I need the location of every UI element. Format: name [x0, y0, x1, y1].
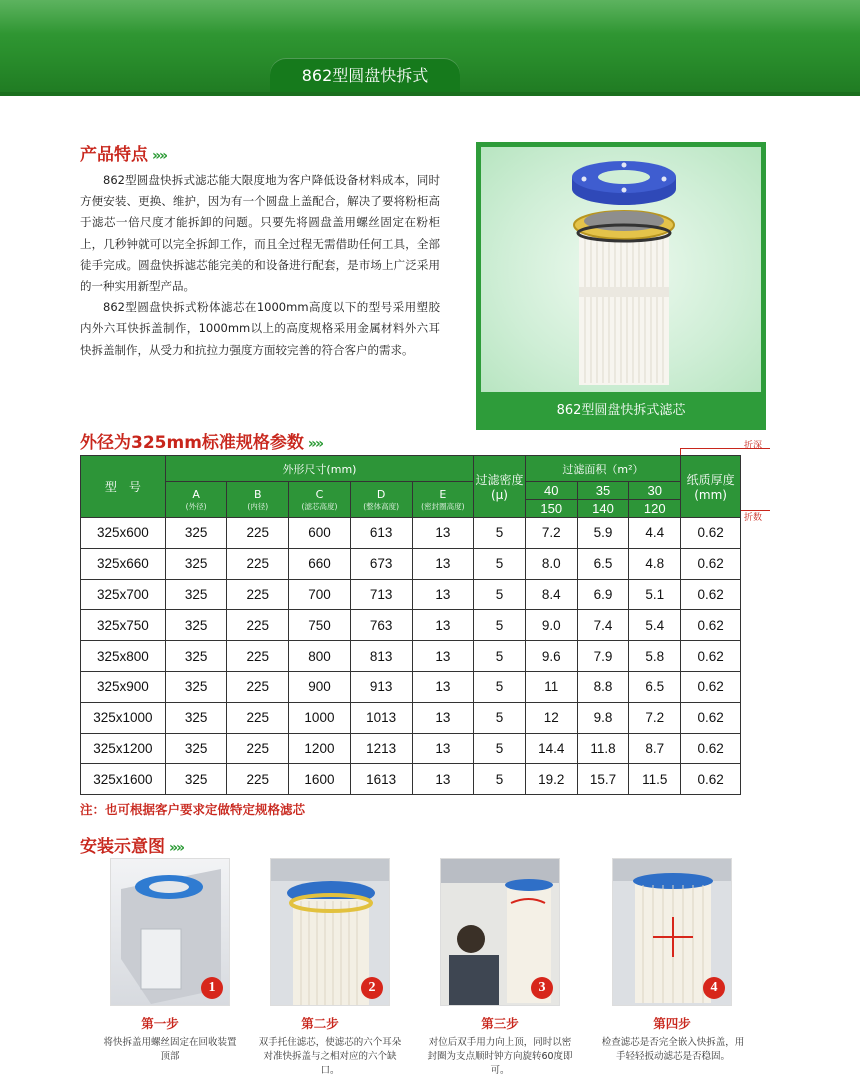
step-4-image: [612, 858, 732, 1006]
table-cell: 1200: [289, 733, 351, 764]
table-cell: 325: [165, 518, 227, 549]
annotation-pleat-depth: 折深: [744, 441, 763, 451]
features-text: [80, 170, 440, 361]
table-cell: 325: [165, 548, 227, 579]
table-cell: 600: [289, 518, 351, 549]
header-divider: [0, 92, 860, 96]
table-cell: 325x1000: [81, 702, 166, 733]
table-cell: 7.4: [577, 610, 629, 641]
header-e: E (密封圈高度): [412, 482, 474, 518]
table-cell: 7.9: [577, 641, 629, 672]
table-cell: 7.2: [525, 518, 577, 549]
table-cell: 11.8: [577, 733, 629, 764]
install-step-4: [612, 858, 732, 1006]
install-step-1: [110, 858, 230, 1006]
spec-table: [80, 455, 741, 795]
table-cell: 6.5: [629, 671, 681, 702]
table-cell: 13: [412, 702, 474, 733]
header-area-30: 30: [629, 482, 681, 500]
product-image: [481, 147, 761, 392]
table-row: [81, 518, 741, 549]
step-3-desc: 对位后双手用力向上顶，同时以密封圈为支点顺时钟方向旋转60度即可。: [427, 1037, 573, 1076]
header-area: 过滤面积（m²）: [525, 456, 680, 482]
table-cell: 6.9: [577, 579, 629, 610]
table-cell: 0.62: [681, 702, 741, 733]
table-cell: 325x700: [81, 579, 166, 610]
table-cell: 763: [350, 610, 412, 641]
table-cell: 11.5: [629, 764, 681, 795]
annotation-line-depth: [680, 448, 770, 449]
table-cell: 325: [165, 671, 227, 702]
header-pleats-140: 140: [577, 500, 629, 518]
table-cell: 700: [289, 579, 351, 610]
table-cell: 13: [412, 579, 474, 610]
table-cell: 0.62: [681, 671, 741, 702]
table-cell: 5: [474, 610, 526, 641]
table-cell: 5: [474, 702, 526, 733]
header-shine: [0, 0, 860, 34]
table-cell: 13: [412, 641, 474, 672]
header-d: D (整体高度): [350, 482, 412, 518]
table-cell: 325x660: [81, 548, 166, 579]
table-cell: 713: [350, 579, 412, 610]
header-area-40: 40: [525, 482, 577, 500]
header-a: A (外径): [165, 482, 227, 518]
table-cell: 0.62: [681, 641, 741, 672]
table-cell: 7.2: [629, 702, 681, 733]
table-cell: 4.4: [629, 518, 681, 549]
table-cell: 1000: [289, 702, 351, 733]
step-1-number: 1: [201, 977, 223, 999]
table-cell: 0.62: [681, 518, 741, 549]
table-cell: 225: [227, 579, 289, 610]
table-cell: 13: [412, 733, 474, 764]
header-band: [0, 0, 860, 96]
table-cell: 913: [350, 671, 412, 702]
step-1-title: 第一步: [141, 1016, 179, 1031]
table-row: [81, 702, 741, 733]
product-image-frame: [476, 142, 766, 430]
table-cell: 325: [165, 733, 227, 764]
table-row: [81, 733, 741, 764]
features-title: [80, 140, 166, 165]
filter-band: [579, 287, 669, 297]
table-cell: 5.1: [629, 579, 681, 610]
header-thickness: 纸质厚度(mm): [681, 456, 741, 518]
table-cell: 800: [289, 641, 351, 672]
table-cell: 13: [412, 764, 474, 795]
table-cell: 750: [289, 610, 351, 641]
step-1-image: [110, 858, 230, 1006]
header-b: B (内径): [227, 482, 289, 518]
header-c: C (滤芯高度): [289, 482, 351, 518]
header-pleats-120: 120: [629, 500, 681, 518]
table-cell: 13: [412, 518, 474, 549]
table-cell: 1613: [350, 764, 412, 795]
table-cell: 5: [474, 641, 526, 672]
table-cell: 19.2: [525, 764, 577, 795]
table-cell: 325: [165, 579, 227, 610]
table-cell: 1013: [350, 702, 412, 733]
step-2-image: [270, 858, 390, 1006]
table-cell: 6.5: [577, 548, 629, 579]
table-cell: 9.6: [525, 641, 577, 672]
spec-table-body: [81, 518, 741, 795]
table-cell: 325: [165, 702, 227, 733]
table-cell: 225: [227, 733, 289, 764]
header-precision: 过滤密度(μ): [474, 456, 526, 518]
table-cell: 0.62: [681, 764, 741, 795]
table-cell: 9.0: [525, 610, 577, 641]
table-cell: 613: [350, 518, 412, 549]
table-cell: 4.8: [629, 548, 681, 579]
install-step-3: [440, 858, 560, 1006]
features-paragraph-1: 862型圆盘快拆式滤芯能大限度地为客户降低设备材料成本，同时方便安装、更换、维护，因为有一个圆盘上盖配合，解决了要将粉柜高于滤芯一倍尺度才能拆卸的问题。只要先将圆盘盖用螺丝固定在粉柜上，几秒钟就可以完全拆卸工作，而且全过程无需借助任何工具，全部徒手完成。圆盘快拆滤芯能完美的和设备进行配套，是市场上广泛采用的一种实用新型产品。: [80, 173, 440, 294]
table-cell: 225: [227, 641, 289, 672]
table-cell: 900: [289, 671, 351, 702]
table-cell: 673: [350, 548, 412, 579]
table-cell: 0.62: [681, 733, 741, 764]
table-cell: 13: [412, 671, 474, 702]
double-chevron-icon: »»: [169, 840, 184, 856]
step-4-desc: 检查滤芯是否完全嵌入快拆盖，用手轻轻扳动滤芯是否稳固。: [601, 1037, 745, 1062]
table-cell: 8.8: [577, 671, 629, 702]
table-cell: 325x750: [81, 610, 166, 641]
header-model: 型 号: [81, 456, 166, 518]
table-cell: 325x800: [81, 641, 166, 672]
table-cell: 225: [227, 548, 289, 579]
header-outer-dims: 外形尺寸(mm): [165, 456, 473, 482]
table-cell: 5: [474, 764, 526, 795]
table-cell: 1213: [350, 733, 412, 764]
features-paragraph-2: 862型圆盘快拆式粉体滤芯在1000mm高度以下的型号采用塑胶内外六耳快拆盖制作，1000mm以上的高度规格采用金属材料外六耳快拆盖制作，从受力和抗拉力强度方面较完善的符合客户的需求。: [80, 300, 440, 357]
filter-body: [579, 225, 669, 385]
table-cell: 225: [227, 702, 289, 733]
table-cell: 225: [227, 671, 289, 702]
table-cell: 5.4: [629, 610, 681, 641]
table-cell: 5.8: [629, 641, 681, 672]
step-2-desc: 双手托住滤芯，使滤芯的六个耳朵对准快拆盖与之相对应的六个缺口。: [258, 1037, 402, 1076]
table-cell: 325: [165, 641, 227, 672]
table-cell: 5: [474, 518, 526, 549]
step-3-number: 3: [531, 977, 553, 999]
table-cell: 325: [165, 764, 227, 795]
table-cell: 325x900: [81, 671, 166, 702]
table-cell: 13: [412, 610, 474, 641]
table-cell: 11: [525, 671, 577, 702]
table-cell: 0.62: [681, 610, 741, 641]
table-cell: 5: [474, 548, 526, 579]
table-cell: 225: [227, 518, 289, 549]
table-cell: 8.7: [629, 733, 681, 764]
table-cell: 0.62: [681, 548, 741, 579]
table-cell: 225: [227, 764, 289, 795]
spec-title: [80, 428, 322, 453]
table-cell: 325x1600: [81, 764, 166, 795]
spec-title-text: 外径为325mm标准规格参数: [80, 433, 304, 453]
table-cell: 5: [474, 671, 526, 702]
step-3-image: [440, 858, 560, 1006]
table-cell: 0.62: [681, 579, 741, 610]
table-cell: 5.9: [577, 518, 629, 549]
install-title: [80, 832, 183, 857]
double-chevron-icon: »»: [152, 148, 167, 164]
features-title-text: 产品特点: [80, 145, 148, 165]
install-title-text: 安装示意图: [80, 837, 165, 857]
table-cell: 813: [350, 641, 412, 672]
custom-note: 注：也可根据客户要求定做特定规格滤芯: [80, 802, 306, 817]
install-step-2: [270, 858, 390, 1006]
step-3-title: 第三步: [481, 1016, 519, 1031]
table-cell: 325x1200: [81, 733, 166, 764]
step-2-number: 2: [361, 977, 383, 999]
step-2-title: 第二步: [301, 1016, 339, 1031]
product-caption: 862型圆盘快拆式滤芯: [556, 403, 686, 418]
step-4-number: 4: [703, 977, 725, 999]
table-cell: 13: [412, 548, 474, 579]
table-row: [81, 641, 741, 672]
table-row: [81, 548, 741, 579]
table-cell: 12: [525, 702, 577, 733]
filter-cartridge-illustration: [481, 147, 761, 392]
table-row: [81, 579, 741, 610]
table-cell: 1600: [289, 764, 351, 795]
table-cell: 15.7: [577, 764, 629, 795]
annotation-pleat-count: 折数: [744, 513, 763, 523]
step-1-desc: 将快拆盖用螺丝固定在回收装置顶部: [103, 1037, 237, 1062]
table-cell: 225: [227, 610, 289, 641]
table-cell: 660: [289, 548, 351, 579]
table-cell: 5: [474, 733, 526, 764]
header-area-35: 35: [577, 482, 629, 500]
table-cell: 14.4: [525, 733, 577, 764]
table-cell: 5: [474, 579, 526, 610]
table-cell: 325x600: [81, 518, 166, 549]
table-cell: 9.8: [577, 702, 629, 733]
header-title: 862型圆盘快拆式: [270, 58, 460, 94]
table-cell: 325: [165, 610, 227, 641]
step-4-title: 第四步: [653, 1016, 691, 1031]
table-row: [81, 671, 741, 702]
table-cell: 8.0: [525, 548, 577, 579]
table-row: [81, 610, 741, 641]
table-cell: 8.4: [525, 579, 577, 610]
header-pleats-150: 150: [525, 500, 577, 518]
double-chevron-icon: »»: [307, 436, 323, 452]
table-row: [81, 764, 741, 795]
